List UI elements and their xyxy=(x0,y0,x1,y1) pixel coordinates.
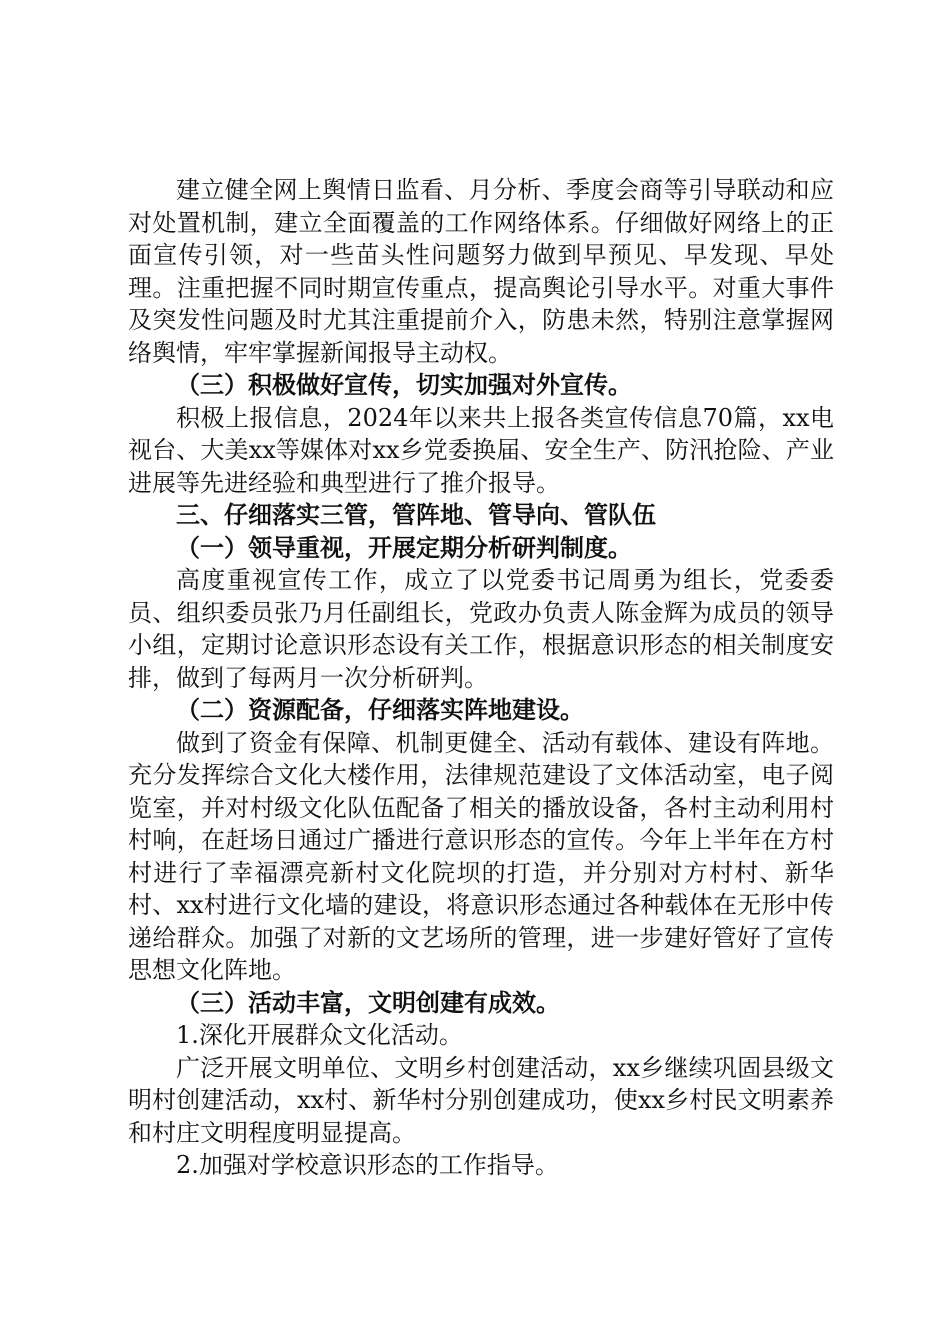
paragraph-leadership-group: 高度重视宣传工作，成立了以党委书记周勇为组长，党委委员、组织委员张乃月任副组长，党政办负责人陈金辉为成员的领导小组，定期讨论意识形态设有关工作，根据意识形态的相关制度安排，做到了每两月一次分析研判。 xyxy=(128,566,834,692)
item-school-guidance: 2.加强对学校意识形态的工作指导。 xyxy=(176,1151,559,1179)
paragraph-position-building: 做到了资金有保障、机制更健全、活动有载体、建设有阵地。充分发挥综合文化大楼作用，法律规范建设了文体活动室，电子阅览室，并对村级文化队伍配备了相关的播放设备，各村主动利用村村响，在赶场日通过广播进行意识形态的宣传。今年上半年在方村村进行了幸福漂亮新村文化院坝的打造，并分别对方村村、新华村、xx村进行文化墙的建设，将意识形态通过各种载体在无形中传递给群众。加强了对新的文艺场所的管理，进一步建好管好了宣传思想文化阵地。 xyxy=(128,728,834,984)
heading-activities: （三）活动丰富，文明创建有成效。 xyxy=(176,988,560,1017)
heading-external-publicity: （三）积极做好宣传，切实加强对外宣传。 xyxy=(176,371,632,399)
paragraph-civilization-creation: 广泛开展文明单位、文明乡村创建活动，xx乡继续巩固县级文明村创建活动，xx村、新华村分别创建成功，使xx乡村民文明素养和村庄文明程度明显提高。 xyxy=(128,1053,834,1147)
heading-resource-allocation: （二）资源配备，仔细落实阵地建设。 xyxy=(176,696,584,724)
item-cultural-activities: 1.深化开展群众文化活动。 xyxy=(176,1021,463,1049)
section-heading-three-management: 三、仔细落实三管，管阵地、管导向、管队伍 xyxy=(176,501,656,529)
heading-leadership: （一）领导重视，开展定期分析研判制度。 xyxy=(176,533,632,562)
paragraph-report-info: 积极上报信息，2024年以来共上报各类宣传信息70篇，xx电视台、大美xx等媒体对xx乡党委换届、安全生产、防汛抢险、产业进展等先进经验和典型进行了推介报导。 xyxy=(128,403,834,497)
document-body xyxy=(128,174,834,1182)
paragraph-online-opinion: 建立健全网上舆情日监看、月分析、季度会商等引导联动和应对处置机制，建立全面覆盖的工作网络体系。仔细做好网络上的正面宣传引领，对一些苗头性问题努力做到早预见、早发现、早处理。注重把握不同时期宣传重点，提高舆论引导水平。对重大事件及突发性问题及时尤其注重提前介入，防患未然，特别注意掌握网络舆情，牢牢掌握新闻报导主动权。 xyxy=(128,176,834,367)
